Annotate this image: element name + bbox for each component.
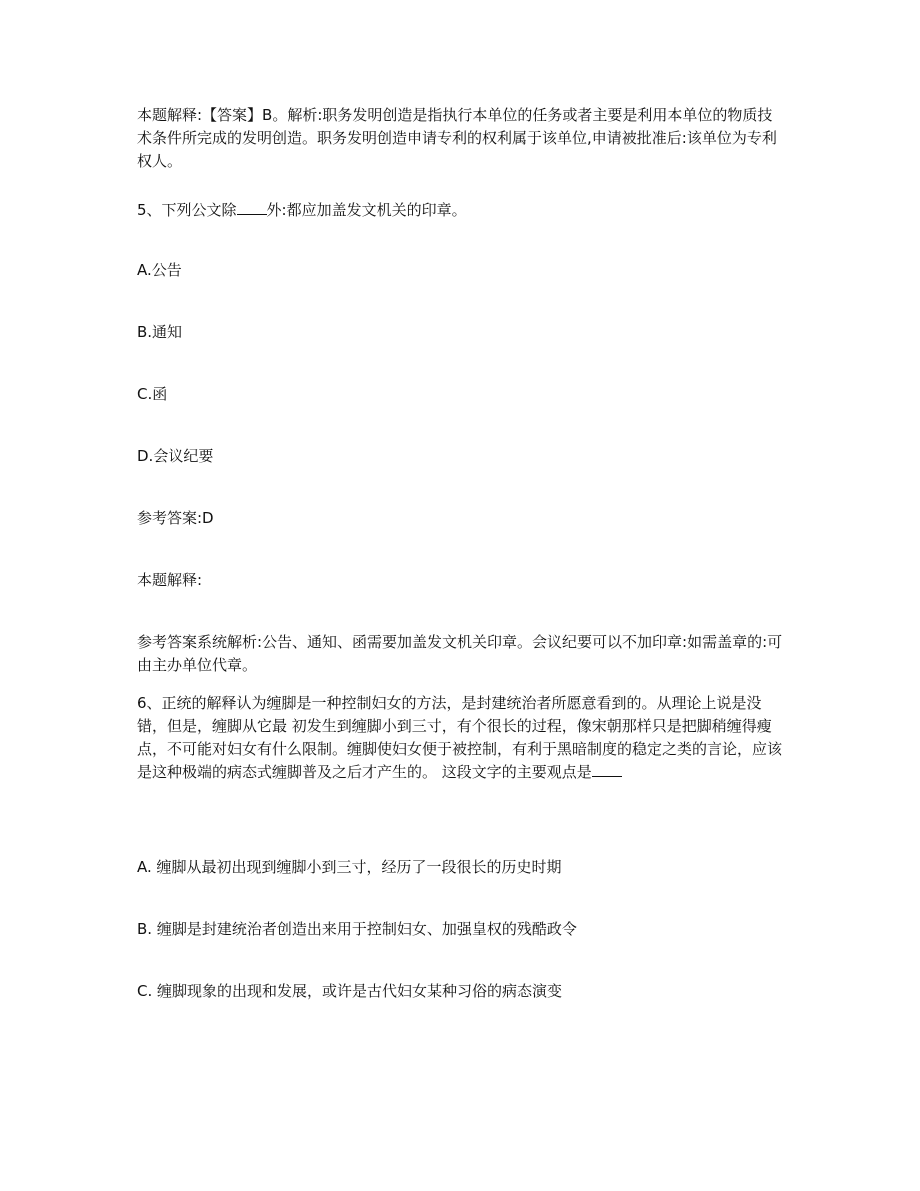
answer-blank (592, 762, 622, 777)
question-5-stem-before: 5、下列公文除 (137, 201, 237, 219)
question-5-answer: 参考答案:D (137, 509, 214, 527)
question-5-stem-after: 外:都应加盖发文机关的印章。 (266, 201, 467, 219)
question-5-option-a: A.公告 (137, 261, 182, 279)
question-5-option-c: C.函 (137, 385, 168, 403)
question-5-explanation-label: 本题解释: (137, 571, 203, 589)
question-6-option-a: A. 缠脚从最初出现到缠脚小到三寸，经历了一段很长的历史时期 (137, 858, 562, 876)
question-6-stem (137, 692, 787, 784)
question-6-stem-text: 6、正统的解释认为缠脚是一种控制妇女的方法，是封建统治者所愿意看到的。从理论上说是没错，但是，缠脚从它最 初发生到缠脚小到三寸，有个很长的过程，像宋朝那样只是把脚稍缠得瘦点，不可能对妇女有什么限制。缠脚使妇女便于被控制，有利于黑暗制度的稳定之类的言论，应该是这种极端的病态式缠脚普及之后才产生的。 这段文字的主要观点是 (137, 694, 783, 781)
question-6-option-b: B. 缠脚是封建统治者创造出来用于控制妇女、加强皇权的残酷政令 (137, 920, 577, 938)
question-6-option-c: C. 缠脚现象的出现和发展，或许是古代妇女某种习俗的病态演变 (137, 982, 563, 1000)
question-5-explanation: 参考答案系统解析:公告、通知、函需要加盖发文机关印章。会议纪要可以不加印章:如需盖章的:可由主办单位代章。 (137, 633, 783, 674)
question-5-option-d: D.会议纪要 (137, 447, 214, 465)
previous-explanation: 本题解释:【答案】B。解析:职务发明创造是指执行本单位的任务或者主要是利用本单位的物质技术条件所完成的发明创造。职务发明创造申请专利的权利属于该单位,申请被批准后:该单位为专利权人。 (137, 106, 777, 170)
question-5-stem (137, 199, 787, 222)
question-5-option-b: B.通知 (137, 323, 183, 341)
answer-blank (237, 200, 267, 215)
